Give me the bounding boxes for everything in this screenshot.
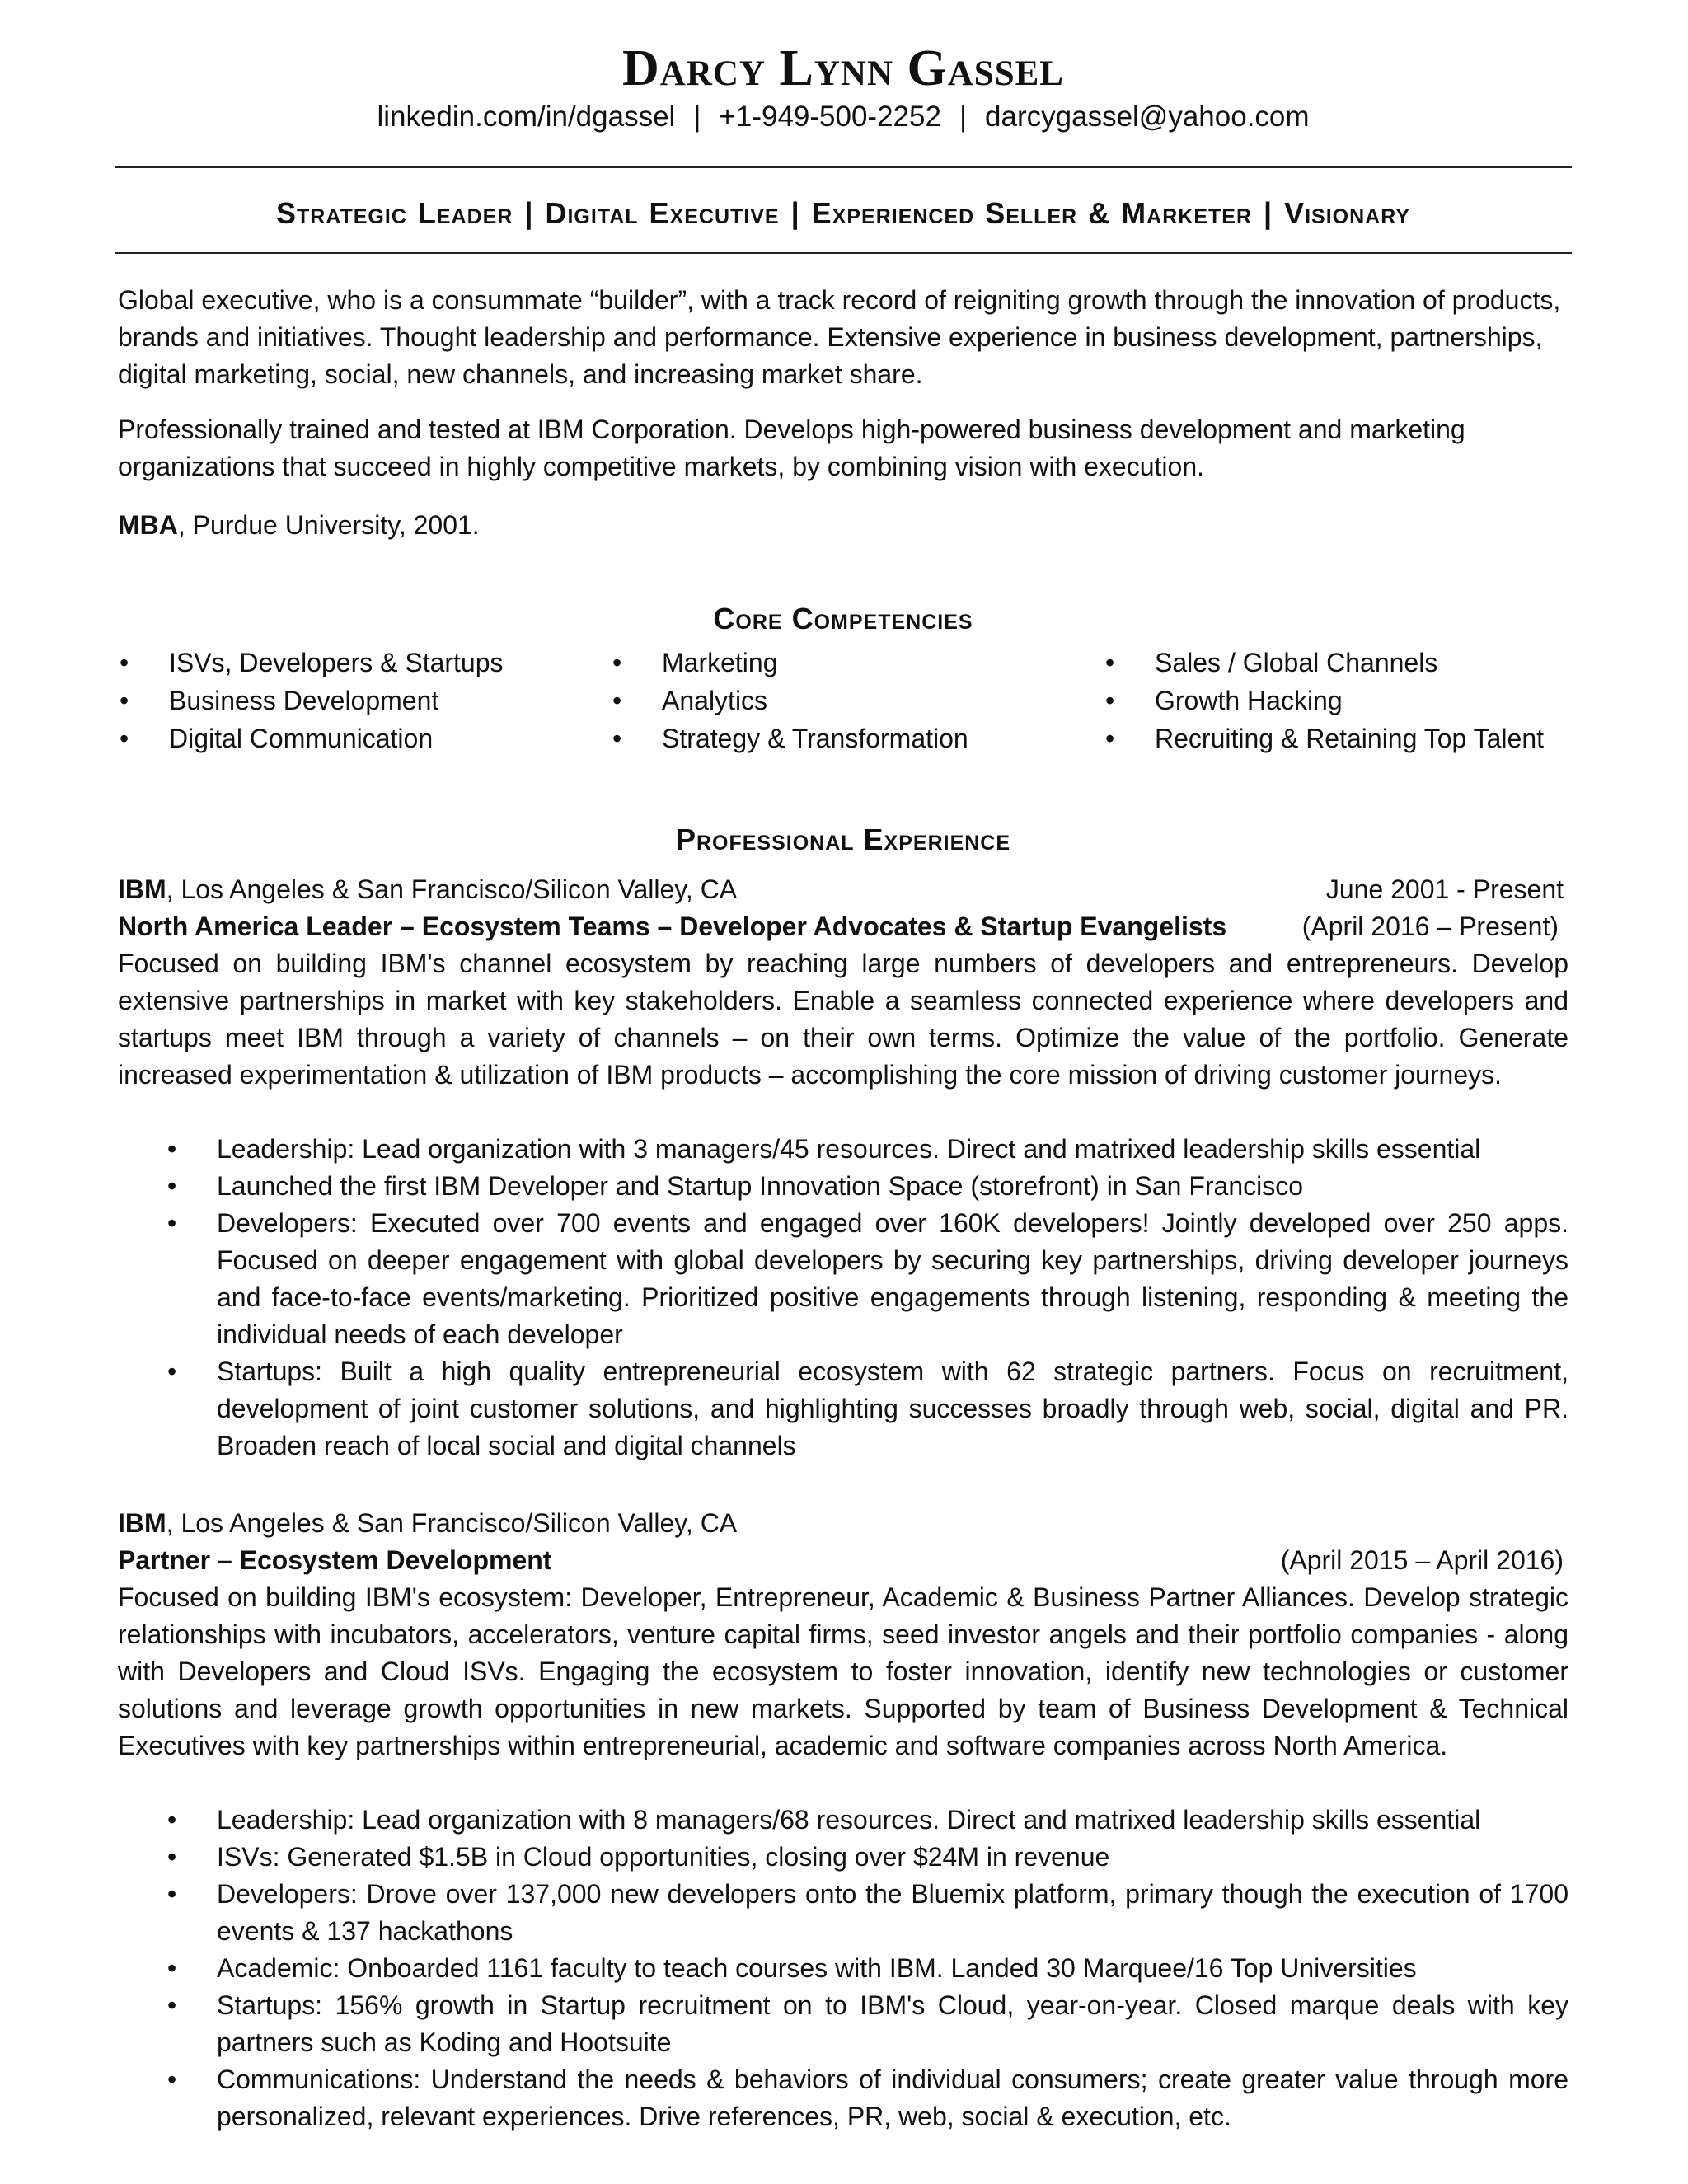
competency-column-3 — [1105, 644, 1583, 757]
achievement-item: • ISVs: Generated $1.5B in Cloud opportunities, closing over $24M in revenue — [118, 1839, 1568, 1876]
job2-company: IBM — [118, 1508, 166, 1538]
job2-description: Focused on building IBM's ecosystem: Developer, Entrepreneur, Academic & Business Partner Alliances. Develop strategic relationships with incubators, accelerators, venture capital firms, seed investor angels and their portfolio companies - along with Developers and Cloud ISVs. Engaging the ecosystem to foster innovation, identify new technologies or customer solutions and leverage growth opportunities in new markets. Supported by team of Business Development & Technical Executives with key partnerships within entrepreneurial, academic and software companies across North America. — [118, 1582, 1568, 1760]
core-competencies-heading: Core Competencies — [713, 602, 973, 635]
achievement-item: • Communications: Understand the needs & behaviors of individual consumers; create greater value through more personalized, relevant experiences. Drive references, PR, web, social & execution, etc. — [118, 2061, 1568, 2135]
competency-item: • Analytics — [612, 682, 1074, 719]
job1-company-line — [118, 871, 1568, 908]
education-line — [118, 507, 1568, 544]
phone-number[interactable]: +1-949-500-2252 — [719, 101, 941, 133]
tagline-item: Visionary — [1284, 196, 1411, 230]
tagline-item: Experienced Seller & Marketer — [811, 196, 1253, 230]
tagline-separator: | — [790, 196, 800, 230]
achievement-item: • Startups: Built a high quality entrepreneurial ecosystem with 62 strategic partners. Focus on recruitment, development of joint customer solutions, and highlighting successes broadly through web, social, digital and PR. Broaden reach of local social and digital channels — [118, 1353, 1568, 1465]
tagline-separator: | — [524, 196, 534, 230]
competency-item: • Growth Hacking — [1105, 682, 1583, 719]
resume-page — [118, 0, 1568, 2184]
competency-item: • ISVs, Developers & Startups — [120, 644, 581, 682]
contact-line — [118, 101, 1568, 134]
achievement-item: • Startups: 156% growth in Startup recruitment on to IBM's Cloud, year-on-year. Closed marque deals with key partners such as Koding and Hootsuite — [118, 1987, 1568, 2061]
job2-location: , Los Angeles & San Francisco/Silicon Valley, CA — [166, 1508, 738, 1538]
headline-tagline — [118, 196, 1568, 231]
job2-role: Partner – Ecosystem Development — [118, 1545, 552, 1575]
job2-dates: (April 2015 – April 2016) — [1280, 1545, 1564, 1575]
competency-column-1 — [120, 644, 581, 757]
competency-item: • Business Development — [120, 682, 581, 719]
achievement-item: • Developers: Executed over 700 events and engaged over 160K developers! Jointly developed over 250 apps. Focused on deeper engagement with global developers by securing key partnerships, driving developer journeys and face-to-face events/marketing. Prioritized positive engagements through listening, responding & meeting the individual needs of each developer — [118, 1205, 1568, 1353]
competency-item: • Digital Communication — [120, 719, 581, 757]
tagline-separator: | — [1264, 196, 1273, 230]
achievement-item: • Leadership: Lead organization with 3 managers/45 resources. Direct and matrixed leadership skills essential — [118, 1131, 1568, 1168]
achievement-item: • Academic: Onboarded 1161 faculty to teach courses with IBM. Landed 30 Marquee/16 Top Universities — [118, 1950, 1568, 1987]
job1-dates: (April 2016 – Present) — [1301, 912, 1559, 941]
education-details: , Purdue University, 2001. — [177, 510, 480, 540]
job1-tenure: June 2001 - Present — [1325, 874, 1564, 904]
candidate-name: Darcy Lynn Gassel — [622, 40, 1064, 96]
contact-separator: | — [959, 101, 968, 133]
job1-company: IBM — [118, 874, 166, 904]
summary-paragraph-2: Professionally trained and tested at IBM Corporation. Develops high-powered business development and marketing organizations that succeed in highly competitive markets, by combining vision with execution. — [118, 415, 1465, 481]
job1-role-line — [118, 908, 1568, 945]
linkedin-link[interactable]: linkedin.com/in/dgassel — [377, 101, 676, 133]
competency-item: • Strategy & Transformation — [612, 719, 1074, 757]
job1-description: Focused on building IBM's channel ecosystem by reaching large numbers of developers and entrepreneurs. Develop extensive partnerships in market with key stakeholders. Enable a seamless connected experience where developers and startups meet IBM through a variety of channels – on their own terms. Optimize the value of the portfolio. Generate increased experimentation & utilization of IBM products – accomplishing the core mission of driving customer journeys. — [118, 949, 1568, 1090]
job2-company-line — [118, 1505, 1568, 1542]
contact-separator: | — [693, 101, 701, 133]
achievement-item: • Launched the first IBM Developer and Startup Innovation Space (storefront) in San Francisco — [118, 1168, 1568, 1205]
competency-item: • Recruiting & Retaining Top Talent — [1105, 719, 1583, 757]
email-address[interactable]: darcygassel@yahoo.com — [985, 101, 1310, 133]
education-degree: MBA — [118, 510, 178, 540]
professional-experience-heading: Professional Experience — [675, 823, 1011, 856]
competency-column-2 — [612, 644, 1074, 757]
summary-paragraph-1: Global executive, who is a consummate “builder”, with a track record of reigniting growth through the innovation of products, brands and initiatives. Thought leadership and performance. Extensive experience in business development, partnerships, digital marketing, social, new channels, and increasing market share. — [118, 285, 1561, 389]
job1-achievements — [118, 1131, 1568, 1465]
competency-item: • Sales / Global Channels — [1105, 644, 1583, 682]
tagline-item: Digital Executive — [545, 196, 780, 230]
job2-role-line — [118, 1542, 1568, 1579]
achievement-item: • Leadership: Lead organization with 8 managers/68 resources. Direct and matrixed leadership skills essential — [118, 1802, 1568, 1839]
job2-achievements — [118, 1802, 1568, 2135]
job1-role: North America Leader – Ecosystem Teams – Developer Advocates & Startup Evangelists — [118, 912, 1227, 941]
top-divider — [115, 166, 1572, 168]
job1-location: , Los Angeles & San Francisco/Silicon Valley, CA — [166, 874, 738, 904]
competency-item: • Marketing — [612, 644, 1074, 682]
tagline-divider — [115, 252, 1572, 254]
achievement-item: • Developers: Drove over 137,000 new developers onto the Bluemix platform, primary though the execution of 1700 events & 137 hackathons — [118, 1876, 1568, 1950]
tagline-item: Strategic Leader — [275, 196, 513, 230]
